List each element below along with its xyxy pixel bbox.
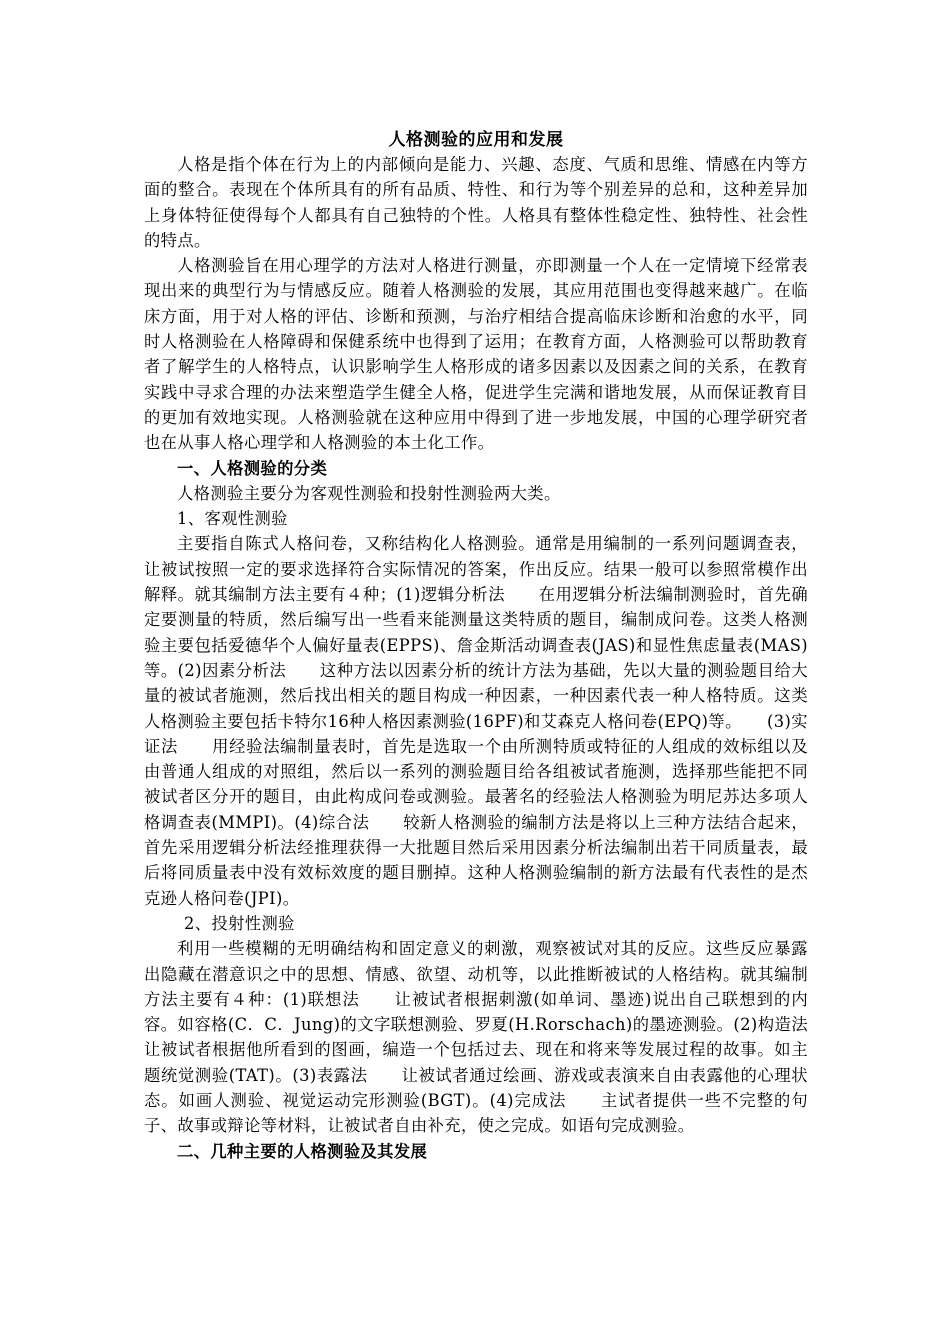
section-2-heading: 二、几种主要的人格测验及其发展 — [177, 1141, 428, 1161]
section-1-heading: 一、人格测验的分类 — [177, 458, 328, 478]
subsection-objective-heading: 1、客观性测验 — [177, 509, 288, 529]
intro-paragraph-2: 人格测验旨在用心理学的方法对人格进行测量，亦即测量一个人在一定情境下经常表现出来的典型行为与情感反应。随着人格测验的发展，其应用范围也变得越来越广。在临床方面，用于对人格的评估、诊断和预测，与治疗相结合提高临床诊断和治愈的水平，同时人格测验在人格障碍和保健系统中也得到了运用；在教育方面，人格测验可以帮助教育者了解学生的人格特点，认识影响学生人格形成的诸多因素以及因素之间的关系，在教育实践中寻求合理的办法来塑造学生健全人格，促进学生完满和谐地发展，从而保证教育目的更加有效地实现。人格测验就在这种应用中得到了进一步地发展，中国的心理学研究者也在从事人格心理学和人格测验的本土化工作。 — [144, 256, 808, 453]
document-title: 人格测验的应用和发展 — [388, 130, 564, 150]
subsection-objective-text: 主要指自陈式人格问卷，又称结构化人格测验。通常是用编制的一系列问题调查表，让被试按照一定的要求选择符合实际情况的答案，作出反应。结果一般可以参照常模作出解释。就其编制方法主要有４种；(1)逻辑分析法 在用逻辑分析法编制测验时，首先确定要测量的特质，然后编写出一些看来能测量这类特质的题目，编制成问卷。这类人格测验主要包括爱德华个人偏好量表(EPPS)、詹金斯活动调查表(JAS)和显性焦虑量表(MAS)等。(2)因素分析法 这种方法以因素分析的统计方法为基础，先以大量的测验题目给大量的被试者施测，然后找出相关的题目构成一种因素，一种因素代表一种人格特质。这类人格测验主要包括卡特尔16种人格因素测验(16PF)和艾森克人格问卷(EPQ)等。 (3)实证法 用经验法编制量表时，首先是选取一个由所测特质或特征的人组成的效标组以及由普通人组成的对照组，然后以一系列的测验题目给各组被试者施测，选择那些能把不同被试者区分开的题目，由此构成问卷或测验。最著名的经验法人格测验为明尼苏达多项人格调查表(MMPI)。(4)综合法 较新人格测验的编制方法是将以上三种方法结合起来，首先采用逻辑分析法经推理获得一大批题目然后采用因素分析法编制出若干同质量表，最后将同质量表中没有效标效度的题目删掉。这种人格测验编制的新方法最有代表性的是杰克逊人格问卷(JPI)。 — [144, 534, 808, 908]
intro-paragraph-1: 人格是指个体在行为上的内部倾向是能力、兴趣、态度、气质和思维、情感在内等方面的整合。表现在个体所具有的所有品质、特性、和行为等个别差异的总和，这种差异加上身体特征使得每个人都具有自己独特的个性。人格具有整体性稳定性、独特性、社会性的特点。 — [144, 155, 808, 250]
document-page — [144, 128, 842, 1164]
subsection-projective-heading: 2、投射性测验 — [184, 913, 295, 933]
subsection-projective-text: 利用一些模糊的无明确结构和固定意义的刺激，观察被试对其的反应。这些反应暴露出隐藏在潜意识之中的思想、情感、欲望、动机等，以此推断被试的人格结构。就其编制方法主要有４种：(1)联想法 让被试者根据刺激(如单词、墨迹)说出自己联想到的内容。如容格(C．C．Jung)的文字联想测验、罗夏(H.Rorschach)的墨迹测验。(2)构造法 让被试者根据他所看到的图画，编造一个包括过去、现在和将来等发展过程的故事。如主题统觉测验(TAT)。(3)表露法 让被试者通过绘画、游戏或表演来自由表露他的心理状态。如画人测验、视觉运动完形测验(BGT)。(4)完成法 主试者提供一些不完整的句子、故事或辩论等材料，让被试者自由补充，使之完成。如语句完成测验。 — [144, 939, 842, 1136]
section-1-intro: 人格测验主要分为客观性测验和投射性测验两大类。 — [177, 483, 561, 503]
